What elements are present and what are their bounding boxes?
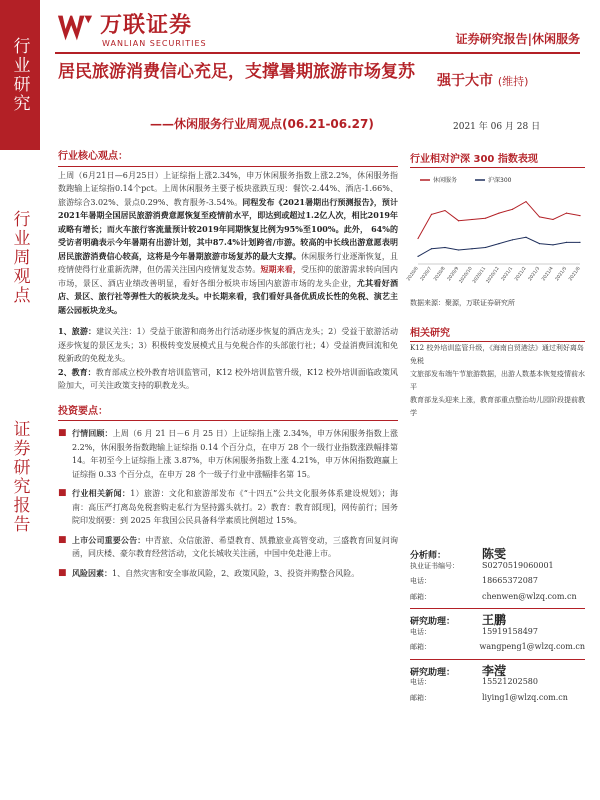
data-point [579, 242, 580, 243]
header-divider [55, 52, 580, 54]
core-short-term: 短期来看， [260, 264, 301, 274]
data-point [458, 249, 459, 250]
sidebar-bottom-block [0, 420, 40, 560]
data-point [444, 210, 445, 211]
mail-address[interactable]: chenwen@wlzq.com.cn [482, 591, 577, 601]
core-heading: 行业核心观点： [58, 150, 398, 167]
sidebar-middle-block [0, 210, 40, 330]
data-point [431, 248, 432, 249]
invest-heading: 投资要点： [58, 405, 398, 422]
core-text-2: 休闲服务行业逐渐恢复，且疫情使得行业重新洗牌，但仍需关注国内疫情复发态势。 [58, 251, 399, 274]
x-tick-label: 2020/12 [485, 266, 501, 285]
bullet-icon: ■ [58, 534, 67, 545]
mail-address[interactable]: wangpeng1@wlzq.com.cn [479, 642, 585, 651]
x-tick-label: 2021/4 [541, 266, 555, 283]
x-tick-label: 2020/11 [472, 266, 488, 285]
chart-source: 数据来源：聚源，万联证券研究所 [410, 299, 515, 307]
assistant-name: 王鹏 [482, 613, 507, 627]
data-point [417, 256, 418, 257]
core-text-3: 受压抑的旅游需求转向国内市场，景区、酒店业绩改善明显，看好各细分板块市场国内旅游市场的龙头企业， [58, 265, 399, 288]
assistant-name: 李滢 [482, 663, 507, 678]
x-tick-label: 2020/8 [433, 266, 447, 283]
core-tourism [58, 325, 398, 366]
data-point [431, 214, 432, 215]
related-item-3[interactable]: 教育部龙头迎来上涨，教育部重点整治幼儿园阶段提前教学 [410, 396, 585, 417]
right-column [406, 150, 585, 420]
announcement-label: 上市公司重要公告： [72, 534, 146, 545]
analyst-name: 陈雯 [482, 547, 507, 561]
data-point [417, 238, 418, 239]
data-point [458, 220, 459, 221]
data-point [539, 216, 540, 217]
sidebar-label-report: 证券研究报告 [9, 420, 30, 534]
data-point [566, 212, 567, 213]
related-heading: 相关研究 [410, 324, 585, 342]
related-item-2[interactable]: 文旅部发布端午节旅游数据，出游人数基本恢复疫情前水平 [410, 370, 585, 391]
data-point [471, 219, 472, 220]
market-review-text: 上周（6 月 21 日－6 月 25 日）上证综指上涨 2.34%，申万休闲服务指数上涨 2.2%，休闲服务指数跑输上证综指 0.14 个百分点，在申万 28 个一级行业指数涨跌幅排第 14。年初至今上证综指上涨 3.87%，申万休闲服务指数上涨 4.21%，申万休闲指数跑赢上证综指 0.33 个百分点，在申万 28 个一级子行业中涨幅排名第 15。 [72, 429, 398, 479]
analyst-block [410, 545, 585, 708]
logo-en-text: WANLIAN SECURITIES [102, 39, 207, 48]
cert-label: 执业证书编号： [410, 561, 459, 570]
series-line [418, 237, 580, 256]
legend-label: 休闲服务 [433, 177, 458, 184]
mail-label: 邮箱： [410, 643, 431, 651]
mail-label: 邮箱： [410, 693, 431, 702]
assistant-role: 研究助理： [410, 667, 456, 678]
tourism-label: 1、旅游： [58, 326, 97, 336]
mail-label: 邮箱： [410, 592, 431, 601]
report-type: 证券研究报告|休闲服务 [455, 32, 580, 46]
tel-number: 15919158497 [482, 626, 538, 636]
wanlian-logo-icon [56, 11, 94, 45]
list-item [58, 487, 398, 528]
core-bold-2: 尤其看好酒店、景区、旅行社等弹性大的板块龙头。中长期来看， [58, 277, 398, 301]
data-point [485, 218, 486, 219]
data-point [498, 212, 499, 213]
data-point [552, 219, 553, 220]
data-point [471, 248, 472, 249]
core-text-1: 上周（6月21日—6月25日）上证综指上涨2.34%，申万休闲服务指数上涨2.2%，休闲服务指数跑输上证综指0.14个pct。上周休闲服务主要子板块涨跌互现：餐饮-2.44%、酒店-1.66%、旅游综合3.02%、景点0.29%、教育服务-3.54%。 [58, 170, 398, 207]
data-point [512, 209, 513, 210]
data-point [512, 239, 513, 240]
data-point [539, 243, 540, 244]
list-item [58, 427, 398, 481]
main-column [58, 150, 398, 580]
sidebar [0, 0, 40, 800]
list-item [58, 567, 398, 581]
news-text: 1）旅游：文化和旅游部发布《“十四五”公共文化服务体系建设规划》；海南：高压严打离岛免税套购走私行为坚持露头就打。2）教育：教育部[现]，网传前行；国务院印发纲要：到 2025 年我国公民具备科学素质比例超过 15%。 [72, 489, 398, 525]
rating-main: 强于大市 [437, 73, 493, 89]
cert-number: S0270519060001 [482, 560, 554, 570]
x-tick-label: 2020/7 [419, 266, 434, 283]
tourism-text: 建议关注：1）受益于旅游和商务出行活动逐步恢复的酒店龙头；2）受益于旅游活动逐步恢复的景区龙头；3）积极转变发展模式且与免税合作的头部旅行社；4）受益消费回流和免税新政的免税龙头。 [58, 327, 398, 363]
sidebar-label-weekly: 行业周观点 [9, 210, 30, 305]
report-date: 2021 年 06 月 28 日 [453, 122, 541, 132]
bullet-icon: ■ [58, 567, 67, 578]
bullet-icon: ■ [58, 488, 67, 498]
company-logo [56, 8, 207, 48]
series-line [418, 202, 580, 239]
data-point [485, 247, 486, 248]
data-point [498, 243, 499, 244]
core-paragraph [58, 169, 398, 318]
related-item-1[interactable]: K12 校外培训监管升级，《海南自贸港法》通过利好离岛免税 [410, 344, 584, 365]
sidebar-top-block [0, 0, 40, 150]
x-tick-label: 2021/1 [500, 266, 515, 283]
core-bold-1: 同程发布《2021暑期出行预测报告》，预计2021年暑期全国居民旅游消费意愿恢复至疫情前水平，即达到或超过1.2亿人次，相比2019年或略有增长；而火车旅行客流量预计较2019年同期恢复比例为95%至100%。此外， 64%的受访者明确表示今年暑期有出游计划，其中87.4%计划跨省/市游。较高的中长线出游意愿表明居民旅游消费信心较高，这将是今年暑期旅游市场复苏的最大支撑。 [58, 196, 398, 261]
data-point [566, 242, 567, 243]
x-tick-label: 2021/6 [568, 266, 582, 283]
legend-label: 沪深300 [488, 177, 512, 184]
list-item [58, 534, 398, 561]
analyst-role: 分析师： [410, 551, 447, 561]
page-subtitle: ——休闲服务行业周观点(06.21-06.27) [150, 117, 374, 131]
tel-number: 15521202580 [482, 677, 538, 686]
x-tick-label: 2020/9 [446, 266, 461, 283]
news-label: 行业相关新闻： [72, 488, 131, 498]
sidebar-label-industry: 行业研究 [9, 37, 30, 113]
announcement-text: 中青旅、众信旅游、希望教育、凯撒旅业高管变动，三盛教育回复问询函，同庆楼、豪尔教育经营活动，文化长城收关注函，中国中免赴港上市。 [72, 535, 399, 558]
x-tick-label: 2020/10 [458, 266, 474, 285]
bullet-icon: ■ [58, 428, 67, 438]
core-education [58, 366, 398, 393]
chart-heading: 行业相对沪深 300 指数表现 [410, 150, 585, 168]
market-review-label: 行情回顾： [72, 428, 113, 438]
data-point [552, 244, 553, 245]
risk-text: 1、自然灾害和安全事故风险，2、政策风险，3、投资并购整合风险。 [112, 568, 360, 578]
assistant-role: 研究助理： [410, 617, 456, 627]
core-bold-3: 我们看好具备优质成长性的免税、演艺主题公园板块龙头。 [58, 291, 399, 315]
education-label: 2、教育： [58, 366, 96, 377]
mail-address[interactable]: liying1@wlzq.com.cn [482, 692, 568, 702]
data-point [579, 215, 580, 216]
tel-label: 电话： [410, 627, 431, 636]
x-tick-label: 2021/5 [554, 266, 569, 283]
data-point [525, 201, 526, 202]
rating-note: (维持) [497, 75, 529, 88]
page-title: 居民旅游消费信心充足，支撑暑期旅游市场复苏 [58, 62, 415, 82]
data-point [525, 237, 526, 238]
performance-chart [406, 172, 585, 292]
tel-label: 电话： [410, 577, 431, 585]
risk-label: 风险因素： [72, 567, 112, 578]
x-tick-label: 2021/2 [514, 266, 528, 283]
rating [437, 70, 528, 90]
education-text: 教育部成立校外教育培训监管司，K12 校外培训监管升级，K12 校外培训面临政策风险加大，可关注政策支持的职教龙头。 [58, 367, 398, 390]
x-tick-label: 2021/3 [527, 266, 542, 283]
data-point [444, 247, 445, 248]
tel-number: 18665372087 [482, 576, 538, 585]
tel-label: 电话： [410, 678, 431, 686]
logo-cn-text: 万联证券 [100, 13, 193, 38]
x-tick-label: 2020/6 [406, 266, 420, 283]
